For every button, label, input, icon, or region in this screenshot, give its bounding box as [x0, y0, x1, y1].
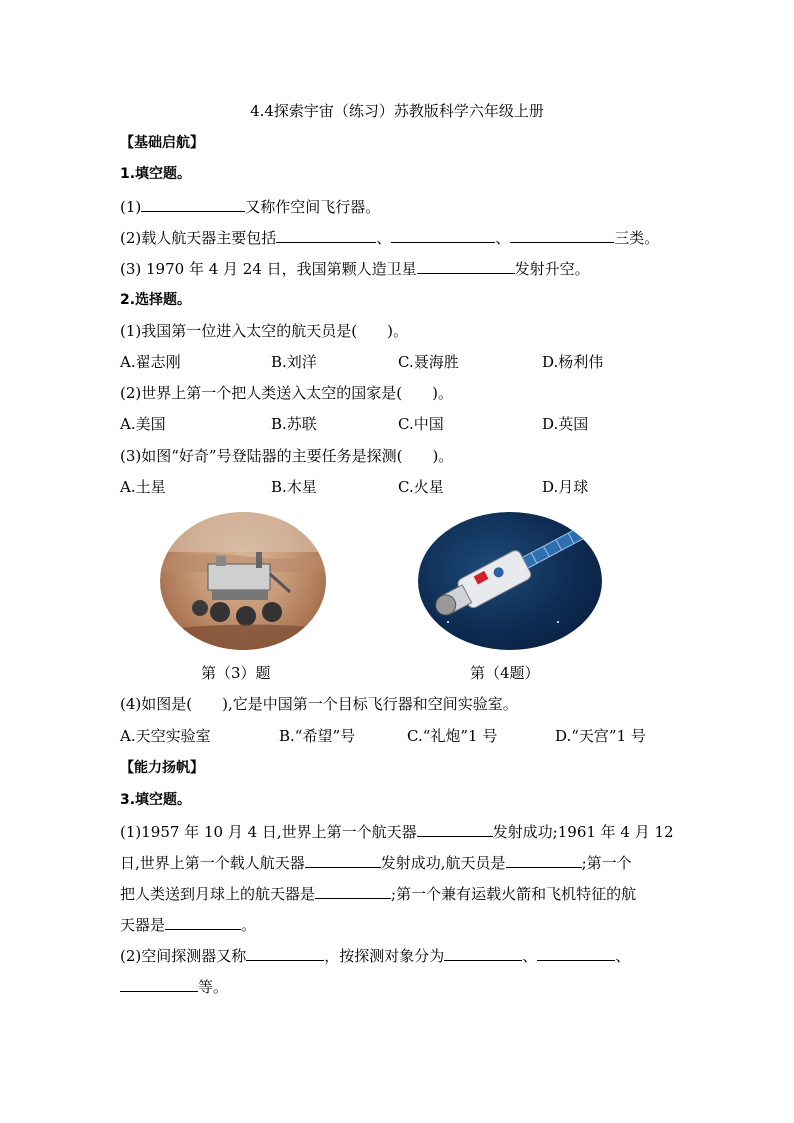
- text: (1)1957 年 10 月 4 日,世界上第一个航天器: [120, 823, 417, 841]
- text: 等。: [198, 978, 229, 996]
- text: 发射成功;1961 年 4 月 12: [492, 823, 674, 841]
- answer-blank[interactable]: [506, 852, 582, 868]
- answer-blank[interactable]: [315, 883, 391, 899]
- q3-line6: [120, 976, 228, 997]
- section-heading-ability: 【能力扬帆】: [120, 760, 204, 776]
- q2-item2: (2)世界上第一个把人类送入太空的国家是( )。: [120, 384, 453, 402]
- q1-heading: 1.填空题。: [120, 166, 192, 182]
- answer-blank[interactable]: [537, 945, 615, 961]
- separator: 、: [615, 947, 631, 965]
- answer-blank[interactable]: [417, 258, 515, 274]
- answer-blank[interactable]: [165, 914, 241, 930]
- answer-blank[interactable]: [246, 945, 324, 961]
- answer-blank[interactable]: [417, 821, 493, 837]
- q2-item1: (1)我国第一位进入太空的航天员是( )。: [120, 322, 408, 340]
- option-b[interactable]: B.刘洋: [271, 353, 317, 371]
- text: 日,世界上第一个载人航天器: [120, 854, 305, 872]
- option-b[interactable]: B.“希望”号: [279, 727, 356, 745]
- rover-icon: [160, 512, 326, 650]
- q3-heading: 3.填空题。: [120, 792, 192, 808]
- answer-blank[interactable]: [305, 852, 381, 868]
- text: 。: [241, 916, 257, 934]
- answer-blank[interactable]: [141, 196, 245, 212]
- q3-line1: [120, 821, 674, 842]
- q3-line3: [120, 883, 636, 904]
- page-title: 4.4探索宇宙（练习）苏教版科学六年级上册: [250, 102, 544, 120]
- text: 天器是: [120, 916, 166, 934]
- q1-item2-suffix: 三类。: [614, 229, 660, 247]
- q1-item1-prefix: (1): [120, 198, 142, 216]
- q1-item2: [120, 227, 659, 248]
- option-b[interactable]: B.苏联: [271, 415, 317, 433]
- spacecraft-icon: [418, 512, 602, 650]
- option-a[interactable]: A.翟志刚: [120, 353, 181, 371]
- answer-blank[interactable]: [444, 945, 522, 961]
- answer-blank[interactable]: [510, 227, 614, 243]
- text: ;第一个: [581, 854, 632, 872]
- q1-item3: [120, 258, 590, 279]
- answer-blank[interactable]: [391, 227, 495, 243]
- option-d[interactable]: D.月球: [542, 478, 589, 496]
- option-b[interactable]: B.木星: [271, 478, 317, 496]
- q1-item1-suffix: 又称作空间飞行器。: [245, 198, 381, 216]
- option-d[interactable]: D.英国: [542, 415, 589, 433]
- tiangong-image: [418, 512, 602, 650]
- q2-item4: (4)如图是( ),它是中国第一个目标飞行器和空间实验室。: [120, 695, 518, 713]
- q1-item1: [120, 196, 380, 217]
- separator: 、: [376, 229, 392, 247]
- option-a[interactable]: A.土星: [120, 478, 166, 496]
- q1-item3-prefix: (3) 1970 年 4 月 24 日，我国第颗人造卫星: [120, 260, 417, 278]
- option-d[interactable]: D.杨利伟: [542, 353, 604, 371]
- q1-item3-suffix: 发射升空。: [514, 260, 590, 278]
- answer-blank[interactable]: [276, 227, 376, 243]
- q1-item2-prefix: (2)载人航天器主要包括: [120, 229, 277, 247]
- q3-line5: [120, 945, 630, 966]
- option-c[interactable]: C.中国: [398, 415, 444, 433]
- separator: 、: [522, 947, 538, 965]
- q3-line2: [120, 852, 632, 873]
- mars-rover-image: [160, 512, 326, 650]
- text: (2)空间探测器又称: [120, 947, 247, 965]
- q2-item3: (3)如图“好奇”号登陆器的主要任务是探测( )。: [120, 447, 454, 465]
- answer-blank[interactable]: [120, 976, 198, 992]
- option-a[interactable]: A.美国: [120, 415, 166, 433]
- separator: 、: [495, 229, 511, 247]
- q2-heading: 2.选择题。: [120, 292, 192, 308]
- figure-caption-3: 第（3）题: [201, 664, 271, 682]
- text: 发射成功,航天员是: [380, 854, 506, 872]
- option-d[interactable]: D.“天宫”1 号: [555, 727, 646, 745]
- text: 把人类送到月球上的航天器是: [120, 885, 316, 903]
- figure-caption-4: 第（4题）: [470, 664, 540, 682]
- option-c[interactable]: C.“礼炮”1 号: [407, 727, 498, 745]
- text: ，按探测对象分为: [324, 947, 445, 965]
- option-c[interactable]: C.聂海胜: [398, 353, 459, 371]
- section-heading-basic: 【基础启航】: [120, 135, 204, 151]
- q3-line4: [120, 914, 256, 935]
- option-c[interactable]: C.火星: [398, 478, 444, 496]
- option-a[interactable]: A.天空实验室: [120, 727, 211, 745]
- text: ;第一个兼有运载火箭和飞机特征的航: [391, 885, 637, 903]
